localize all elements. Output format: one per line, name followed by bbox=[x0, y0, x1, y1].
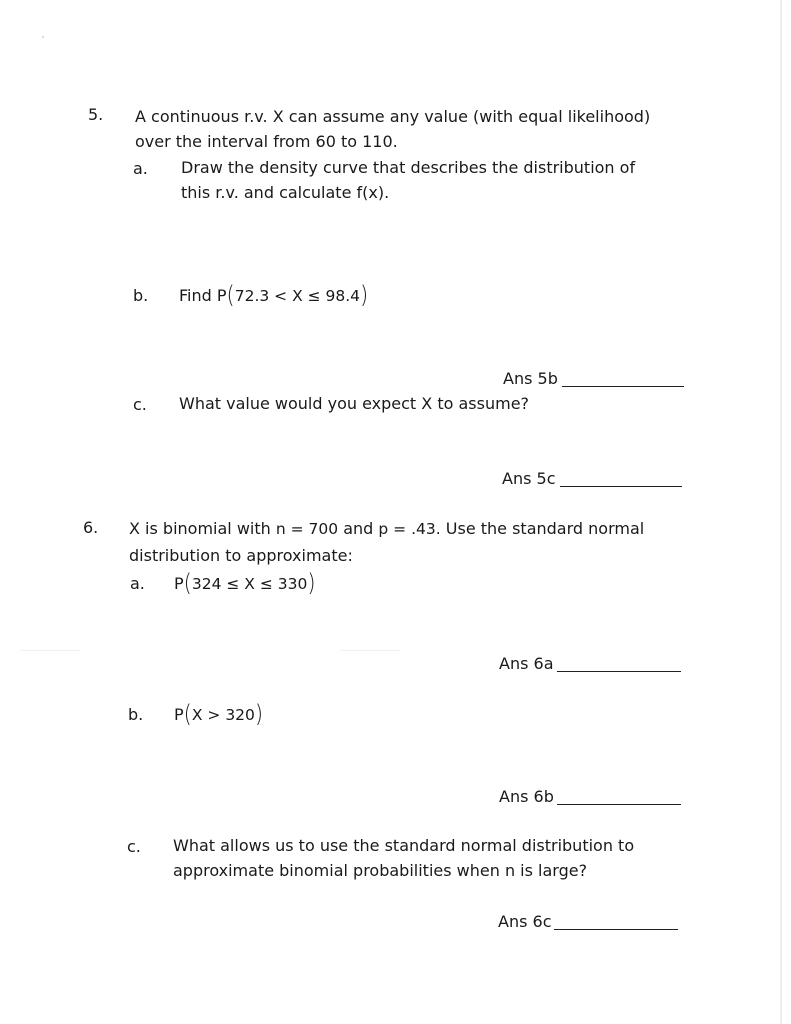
part-label: c. bbox=[133, 395, 147, 414]
probability-expression bbox=[179, 281, 369, 309]
probability-expression bbox=[174, 700, 264, 728]
question-text-line: distribution to approximate: bbox=[129, 546, 353, 565]
part-text-line: Draw the density curve that describes the distribution of bbox=[181, 158, 636, 177]
answer-blank[interactable] bbox=[562, 386, 684, 387]
part-label: b. bbox=[128, 705, 144, 724]
answer-blank[interactable] bbox=[560, 486, 682, 487]
answer-label: Ans 6a bbox=[499, 654, 554, 673]
answer-label: Ans 6c bbox=[498, 912, 552, 931]
open-paren: ( bbox=[183, 569, 192, 597]
question-text-line: A continuous r.v. X can assume any value (with equal likelihood) bbox=[135, 107, 651, 126]
question-number: 5. bbox=[88, 105, 104, 124]
part-text: What value would you expect X to assume? bbox=[179, 394, 530, 413]
answer-blank[interactable] bbox=[557, 671, 681, 672]
open-paren: ( bbox=[183, 700, 192, 728]
question-text-line bbox=[129, 519, 644, 539]
probability-prefix: Find P bbox=[179, 286, 227, 305]
answer-label: Ans 6b bbox=[499, 787, 554, 806]
question-number: 6. bbox=[83, 518, 99, 537]
text-segment: Use the standard normal bbox=[445, 519, 645, 538]
close-paren: ) bbox=[254, 700, 264, 728]
scan-speck bbox=[42, 36, 44, 38]
inequality: 324 ≤ X ≤ 330 bbox=[191, 575, 308, 593]
answer-label: Ans 5b bbox=[503, 369, 558, 388]
p-expression: p = .43. bbox=[378, 520, 441, 538]
part-label: a. bbox=[133, 159, 148, 178]
close-paren: ) bbox=[307, 569, 316, 597]
probability-expression bbox=[174, 569, 316, 597]
answer-label: Ans 5c bbox=[502, 469, 556, 488]
part-text-line: approximate binomial probabilities when n is large? bbox=[173, 861, 588, 880]
page-right-edge-shadow bbox=[780, 0, 782, 1024]
text-segment: and bbox=[343, 519, 374, 538]
probability-prefix: P bbox=[174, 574, 184, 593]
close-paren: ) bbox=[360, 281, 369, 309]
question-text-line: over the interval from 60 to 110. bbox=[135, 132, 398, 151]
open-paren: ( bbox=[226, 281, 235, 309]
n-expression: n = 700 bbox=[275, 520, 339, 538]
inequality: X > 320 bbox=[191, 706, 255, 724]
answer-blank[interactable] bbox=[554, 929, 678, 930]
scan-faint-rule bbox=[20, 650, 80, 651]
part-label: c. bbox=[127, 837, 141, 856]
scan-faint-rule bbox=[340, 650, 400, 651]
answer-blank[interactable] bbox=[557, 804, 681, 805]
inequality: 72.3 < X ≤ 98.4 bbox=[234, 287, 361, 305]
part-label: b. bbox=[133, 286, 149, 305]
probability-prefix: P bbox=[174, 705, 184, 724]
part-text-line: What allows us to use the standard normal distribution to bbox=[173, 836, 635, 855]
part-text-line: this r.v. and calculate f(x). bbox=[181, 183, 390, 202]
part-label: a. bbox=[130, 574, 145, 593]
text-segment: X is binomial with bbox=[129, 519, 271, 538]
